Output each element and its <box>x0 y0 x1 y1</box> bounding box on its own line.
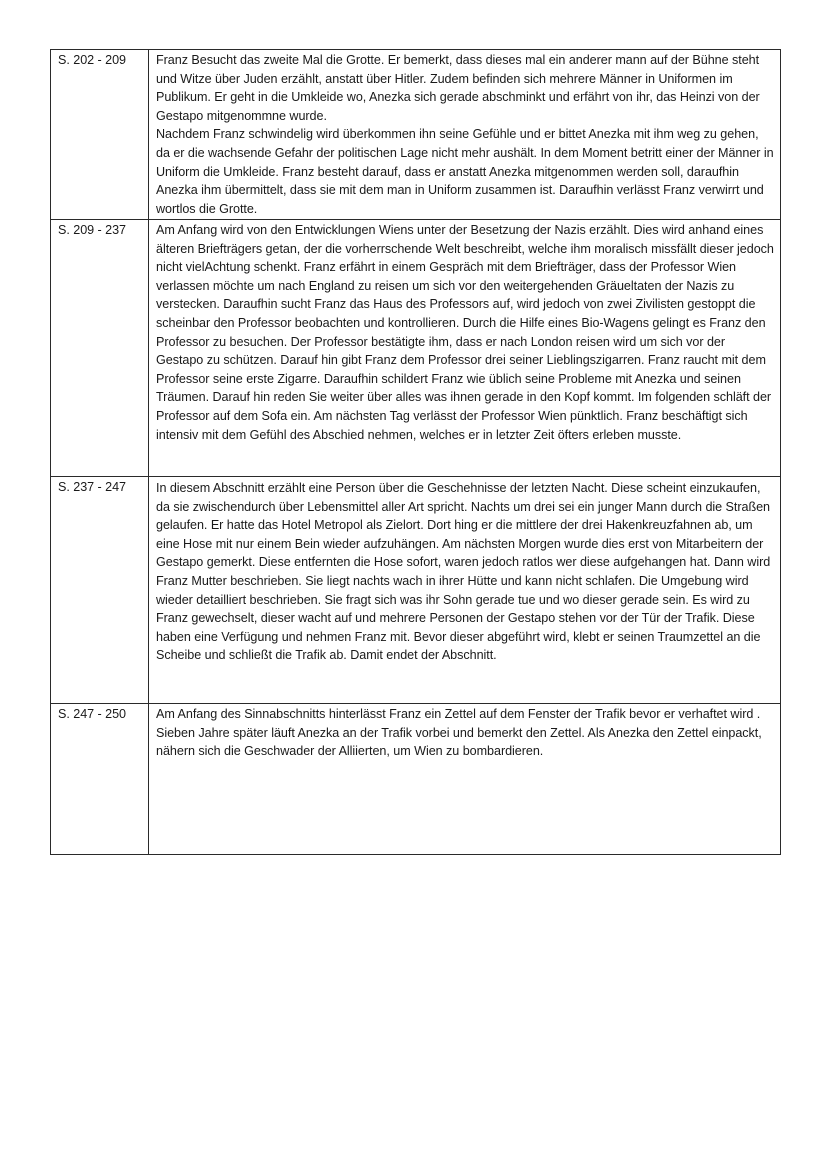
summary-paragraph: Nachdem Franz schwindelig wird überkommen ihn seine Gefühle und er bittet Anezka mit ihm weg zu gehen, da er die wachsende Gefahr der politischen Lage nicht mehr aushält. In dem Moment betritt einer der Männer in Uniform die Umkleide. Franz besteht darauf, dass er anstatt Anezka mitgenommen werden soll, daraufhin Anezka ihm übermittelt, dass sie mit dem man in Uniform zusammen ist. Daraufhin verlässt Franz verwirrt und wortlos die Grotte. <box>156 127 774 216</box>
summary-paragraph: Franz Besucht das zweite Mal die Grotte. Er bemerkt, dass dieses mal ein anderer mann auf der Bühne steht und Witze über Juden erzählt, anstatt über Hitler. Zudem befinden sich mehrere Männer in Uniformen im Publikum. Er geht in die Umkleide wo, Anezka sich gerade abschminkt und erfährt von ihr, das Heinzi von der Gestapo mitgenommne wurde. <box>156 53 760 123</box>
table-row <box>51 477 781 704</box>
page-range-cell: S. 247 - 250 <box>51 704 149 855</box>
summary-cell <box>149 477 781 704</box>
page-range-cell: S. 202 - 209 <box>51 50 149 220</box>
summary-cell <box>149 220 781 477</box>
chapter-summary-table <box>50 49 781 855</box>
page-range-cell: S. 237 - 247 <box>51 477 149 704</box>
summary-cell <box>149 704 781 855</box>
page-range-cell: S. 209 - 237 <box>51 220 149 477</box>
summary-paragraph: Am Anfang wird von den Entwicklungen Wiens unter der Besetzung der Nazis erzählt. Dies wird anhand eines älteren Briefträgers getan, der die vorherrschende Welt beschreibt, welche ihm moralisch missfällt dieser jedoch nicht vielAchtung schenkt. Franz erfährt in einem Gespräch mit dem Briefträger, dass der Professor Wien verlassen möchte um nach England zu reisen um sich vor den weitergehenden Gräueltaten der Nazis zu verstecken. Daraufhin sucht Franz das Haus des Professors auf, wird jedoch von zwei Zivilisten gestoppt die scheinbar den Professor beobachten und kontrollieren. Durch die Hilfe eines Bio-Wagens gelingt es Franz den Professor zu besuchen. Der Professor bestätigte ihm, dass er nach London reisen wird um sich vor der Gestapo zu schützen. Darauf hin gibt Franz dem Professor drei seiner Lieblingszigarren. Franz raucht mit dem Professor seine erste Zigarre. Daraufhin schildert Franz wie üblich seine Probleme mit Anezka und seinen Träumen. Darauf hin reden Sie weiter über alles was ihnen gerade in den Kopf kommt. Im folgenden schläft der Professor auf dem Sofa ein. Am nächsten Tag verlässt der Professor Wien pünktlich. Franz beschäftigt sich intensiv mit dem Gefühl des Abschied nehmen, welches er in letzter Zeit öfters erleben musste. <box>156 223 774 442</box>
table-row <box>51 220 781 477</box>
table-row <box>51 50 781 220</box>
table-row <box>51 704 781 855</box>
summary-paragraph: In diesem Abschnitt erzählt eine Person über die Geschehnisse der letzten Nacht. Diese scheint einzukaufen, da sie zwischendurch über Lebensmittel aller Art spricht. Nachts um drei sei ein junger Mann durch die Straßen gelaufen. Er hatte das Hotel Metropol als Zielort. Dort hing er die mittlere der drei Hakenkreuzfahnen ab, um eine Hose mit nur einem Bein wieder aufzuhängen. Am nächsten Morgen wurde dies erst von Mitarbeitern der Gestapo gemerkt. Diese entfernten die Hose sofort, waren jedoch ratlos wer diese aufgehangen hat. Dann wird Franz Mutter beschrieben. Sie liegt nachts wach in ihrer Hütte und kann nicht schlafen. Die Umgebung wird wieder detailliert beschrieben. Sie fragt sich was ihr Sohn gerade tue und wo dieser gerade sein. Es wird zu Franz gewechselt, dieser wacht auf und mehrere Personen der Gestapo stehen vor der Tür der Trafik. Diese haben eine Verfügung und nehmen Franz mit. Bevor dieser abgeführt wird, klebt er seinen Traumzettel an die Scheibe und schließt die Trafik ab. Damit endet der Abschnitt. <box>156 481 771 663</box>
summary-paragraph: Am Anfang des Sinnabschnitts hinterlässt Franz ein Zettel auf dem Fenster der Trafik bevor er verhaftet wird . Sieben Jahre später läuft Anezka an der Trafik vorbei und bemerkt den Zettel. Als Anezka den Zettel einpackt, nähern sich die Geschwader der Alliierten, um Wien zu bombardieren. <box>156 707 762 759</box>
summary-cell <box>149 50 781 220</box>
